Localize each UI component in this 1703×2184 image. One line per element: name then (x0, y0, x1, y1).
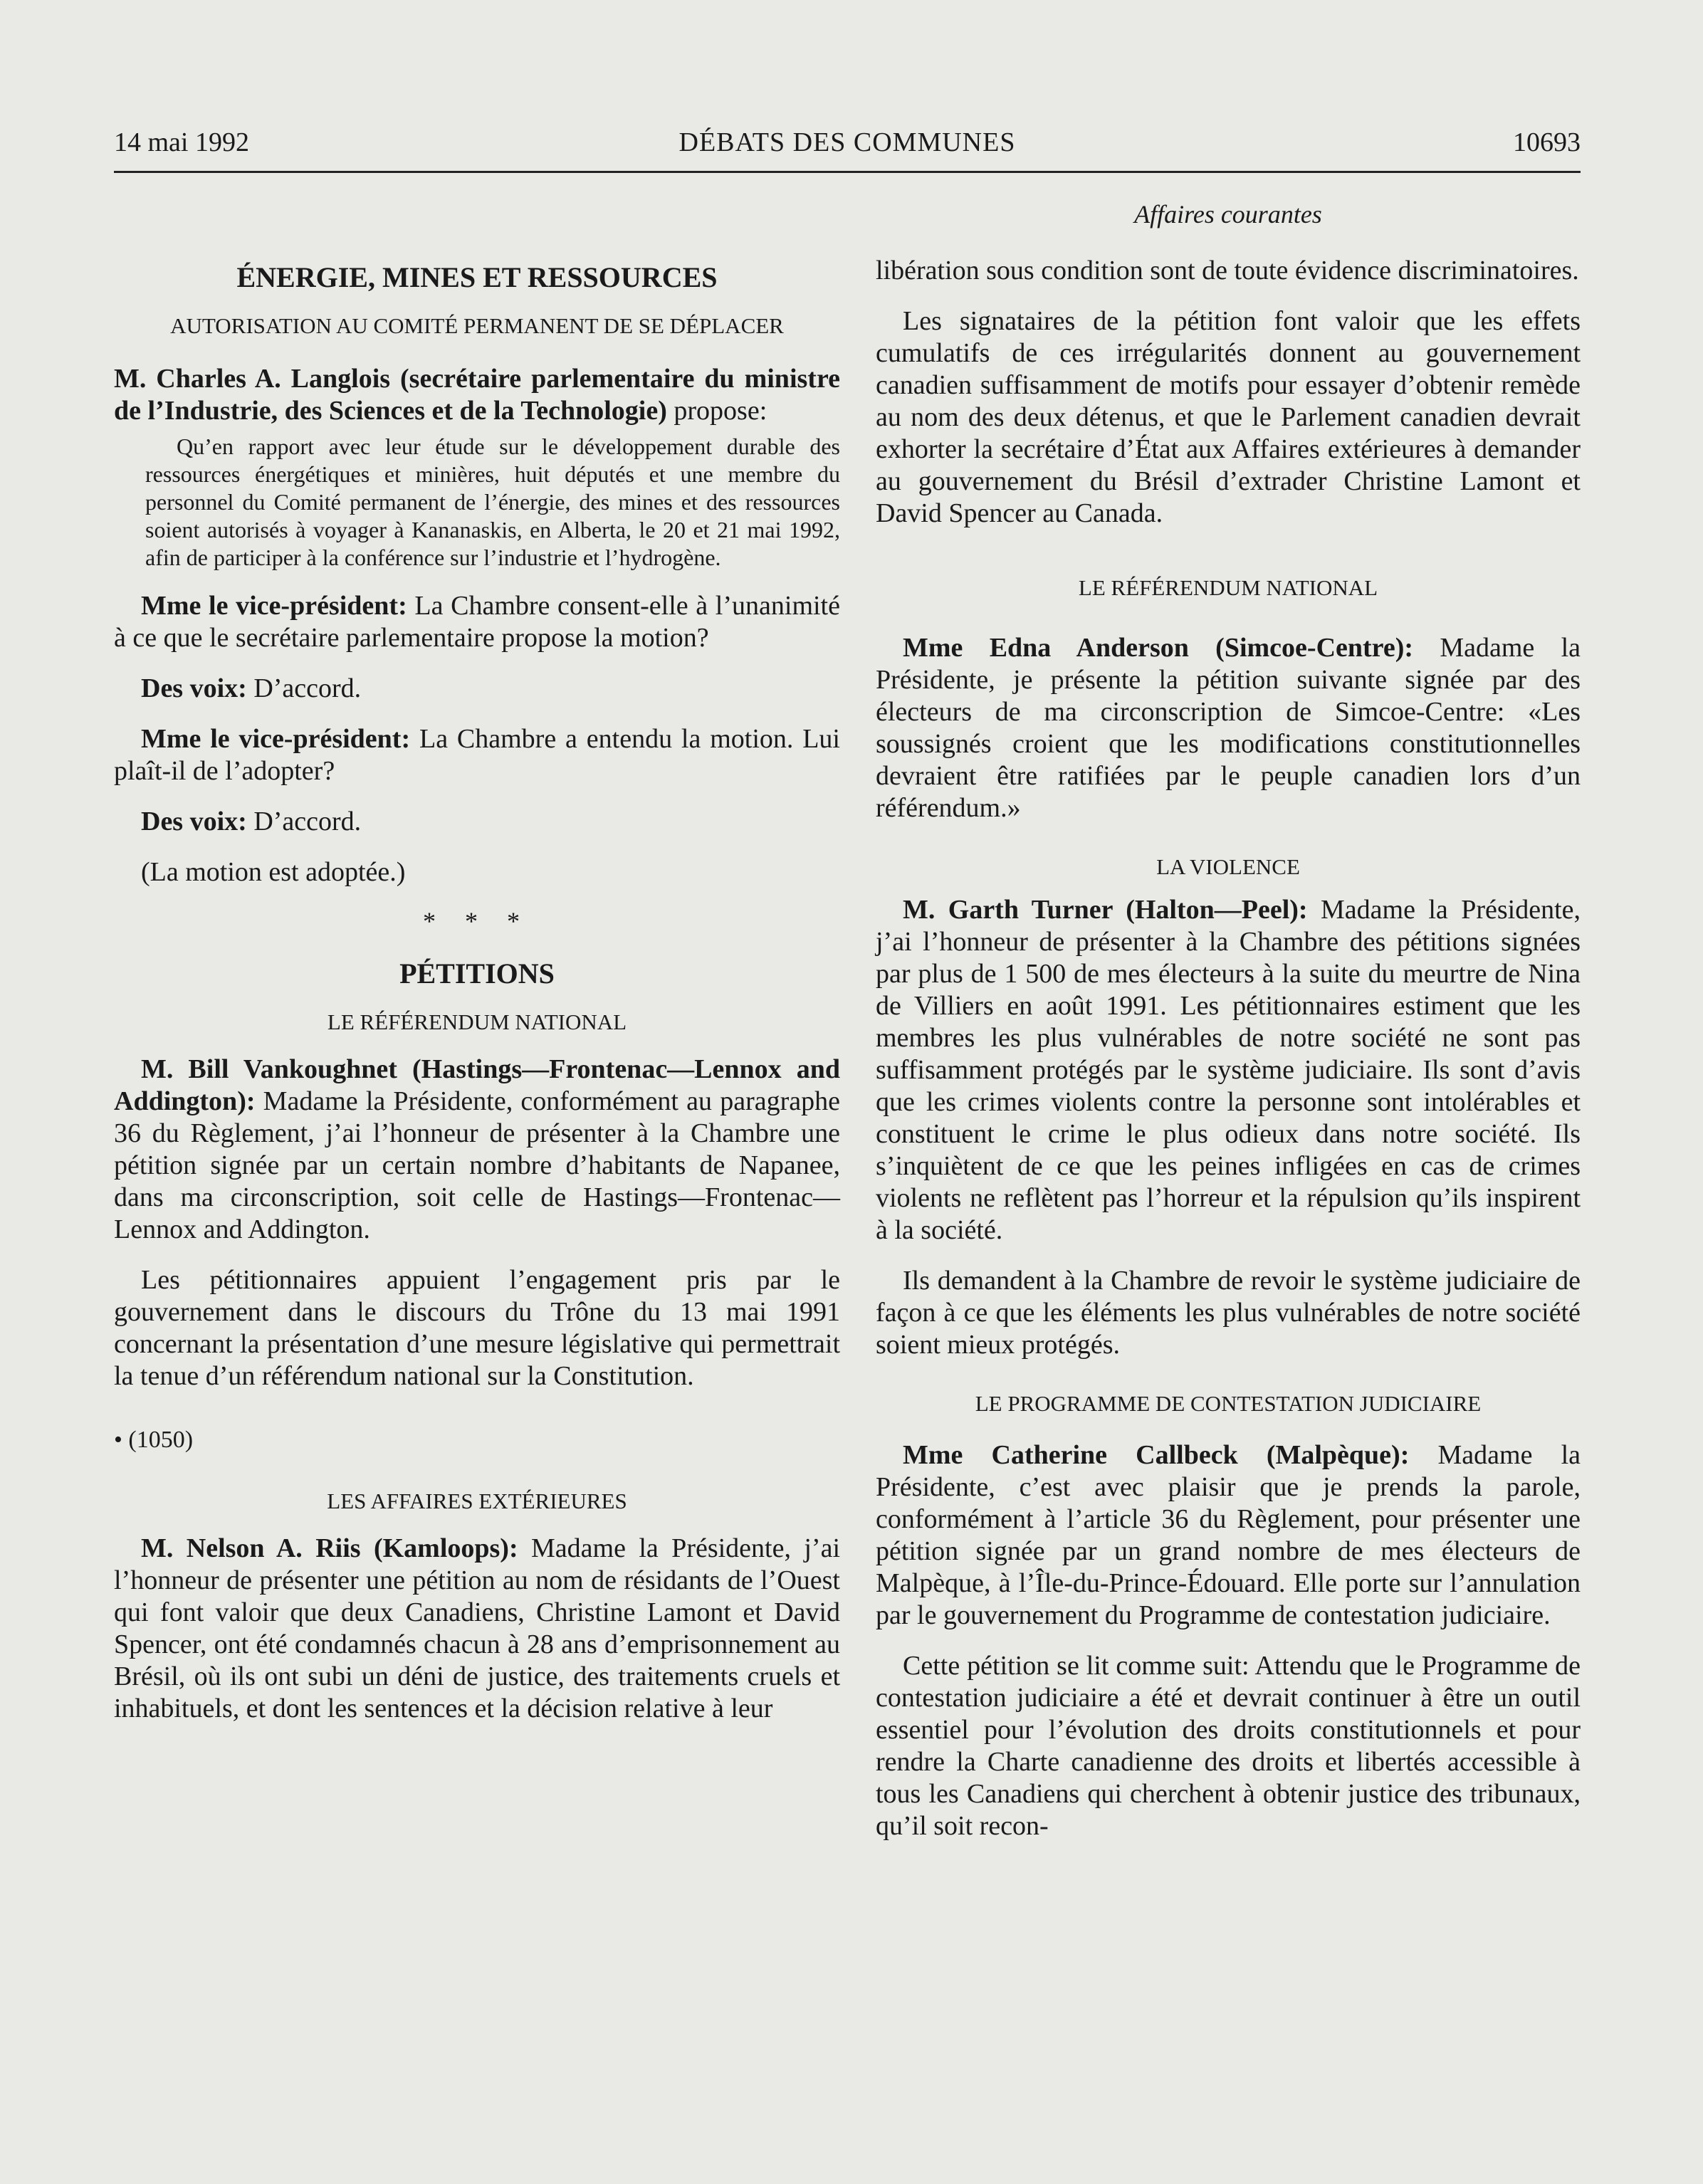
langlois-intervention (114, 363, 840, 427)
riis-continuation: libération sous condition sont de toute évidence discriminatoires. (876, 256, 1579, 285)
vp1-intervention (114, 590, 840, 654)
anderson-text: Madame la Présidente, je présente la pétition suivante signée par des électeurs de ma circonscription de Simcoe-Centre: «Les soussignés croient que les modifications constitutionnelles devraient être ratifiées par le peuple canadien lors d’un référendum.» (876, 633, 1581, 823)
section-heading-energy: ÉNERGIE, MINES ET RESSOURCES (236, 261, 718, 293)
page-header (114, 127, 1581, 173)
subheading-court-challenges: LE PROGRAMME DE CONTESTATION JUDICIAIRE (975, 1391, 1482, 1416)
riis-paragraph-2: Les signataires de la pétition font valoir que les effets cumulatifs de ces irrégularités donnent au gouvernement canadien suffisamment de motifs pour essayer d’obtenir remède au nom des deux détenus, et que le Parlement canadien devrait exhorter la secrétaire d’État aux Affaires extérieures à demander au gouvernement du Brésil d’extrader Christine Lamont et David Spencer au Canada. (876, 306, 1581, 528)
speaker-voices: Des voix: (141, 807, 247, 836)
speaker-voices: Des voix: (141, 673, 247, 703)
speaker-anderson: Mme Edna Anderson (Simcoe-Centre): (903, 633, 1414, 663)
callbeck-paragraph-2: Cette pétition se lit comme suit: Attendu que le Programme de contestation judiciaire a été et devrait continuer à être un outil essentiel pour l’évolution des droits constitutionnels et pour rendre la Charte canadienne des droits et libertés accessible à tous les Canadiens qui cherchent à obtenir justice des tribunaux, qu’il soit recon- (876, 1651, 1581, 1841)
voices1-intervention (114, 673, 840, 705)
vp1-text: La Chambre consent-elle à l’unanimité à ce que le secrétaire parlementaire propose la motion? (114, 591, 840, 653)
voices2-intervention (114, 806, 840, 838)
riis-text: Madame la Présidente, j’ai l’honneur de présenter une pétition au nom de résidants de l’Ouest qui font valoir que deux Canadiens, Christine Lamont et David Spencer, ont été condamnés chacun à 28 ans d’emprisonnement au Brésil, où ils ont subi un déni de justice, des traitements cruels et inhabituels, et dont les sentences et la décision relative à leur (114, 1533, 841, 1723)
vp2-text: La Chambre a entendu la motion. Lui plaît-il de l’adopter? (114, 724, 840, 786)
vankoughnet-text: Madame la Présidente, conformément au paragraphe 36 du Règlement, j’ai l’honneur de présenter à la Chambre une pétition signée par un certain nombre d’habitants de Napanee, dans ma circonscription, soit celle de Hastings—Frontenac—Lennox and Addington. (114, 1086, 840, 1244)
voices2-text: D’accord. (246, 807, 362, 836)
turner-intervention (876, 894, 1581, 1246)
speaker-langlois: M. Charles A. Langlois (secrétaire parlementaire du ministre de l’Industrie, des Sciences et de la Technologie) (114, 364, 840, 426)
vankoughnet-paragraph-2: Les pétitionnaires appuient l’engagement pris par le gouvernement dans le discours du Trône du 13 mai 1991 concernant la présentation d’une mesure législative qui permettrait la tenue d’un référendum national sur la Constitution. (114, 1265, 840, 1391)
subheading-national-referendum: LE RÉFÉRENDUM NATIONAL (327, 1009, 627, 1034)
header-page-number: 10693 (1513, 127, 1581, 157)
motion-adopted: (La motion est adoptée.) (141, 857, 406, 887)
header-title: DÉBATS DES COMMUNES (678, 127, 1016, 157)
running-head: Affaires courantes (1134, 200, 1322, 229)
speaker-callbeck: Mme Catherine Callbeck (Malpèque): (903, 1440, 1410, 1470)
turner-text: Madame la Présidente, j’ai l’honneur de présenter à la Chambre des pétitions signées par plus de 1 500 de mes électeurs à la suite du meurtre de Nina de Villiers en août 1991. Les pétitionnaires estiment que les membres les plus vulnérables de notre société ne sont pas suffisamment protégés par le système judiciaire. Ils sont d’avis que les crimes violents contre la personne sont intolérables et constituent le crime le plus odieux dans notre société. Ils s’inquiètent de ce que les peines infligées en cas de crimes violents ne reflètent pas l’horreur et la répulsion qu’ils inspirent à la société. (876, 895, 1581, 1245)
speaker-vice-president: Mme le vice-président: (141, 724, 411, 754)
section-heading-petitions: PÉTITIONS (399, 957, 555, 989)
motion-quote: Qu’en rapport avec leur étude sur le développement durable des ressources énergétiques et minières, huit députés et une membre du personnel du Comité permanent de l’énergie, des mines et des ressources soient autorisés à voyager à Kananaskis, en Alberta, le 20 et 21 mai 1992, afin de participer à la conférence sur l’industrie et l’hydrogène. (145, 434, 840, 570)
langlois-text: propose: (674, 396, 767, 426)
speaker-riis: M. Nelson A. Riis (Kamloops): (141, 1533, 518, 1563)
subheading-external-affairs: LES AFFAIRES EXTÉRIEURES (327, 1489, 627, 1513)
callbeck-intervention (876, 1439, 1581, 1632)
section-separator: * * * (423, 907, 531, 935)
subheading-committee-travel: AUTORISATION AU COMITÉ PERMANENT DE SE DÉPLACER (170, 313, 784, 338)
vankoughnet-intervention (114, 1054, 840, 1246)
left-column (114, 253, 840, 1725)
anderson-intervention (876, 632, 1581, 824)
callbeck-text: Madame la Présidente, c’est avec plaisir que je prends la parole, conformément à l’article 36 du Règlement, pour présenter une pétition signée par un grand nombre de mes électeurs de Malpèque, à l’Île-du-Prince-Édouard. Elle porte sur l’annulation par le gouvernement du Programme de contestation judiciaire. (876, 1440, 1581, 1630)
header-date: 14 mai 1992 (114, 127, 249, 157)
right-column (876, 255, 1581, 1842)
subheading-national-referendum-2: LE RÉFÉRENDUM NATIONAL (1078, 575, 1378, 600)
subheading-violence: LA VIOLENCE (1156, 854, 1300, 879)
speaker-vankoughnet: M. Bill Vankoughnet (Hastings—Frontenac—Lennox and Addington): (114, 1054, 840, 1116)
turner-paragraph-2: Ils demandent à la Chambre de revoir le système judiciaire de façon à ce que les éléments les plus vulnérables de notre société soient mieux protégés. (876, 1266, 1581, 1360)
time-marker: • (1050) (114, 1427, 194, 1453)
speaker-vice-president: Mme le vice-président: (141, 591, 407, 621)
voices1-text: D’accord. (246, 673, 362, 703)
riis-intervention (114, 1533, 840, 1725)
speaker-turner: M. Garth Turner (Halton—Peel): (903, 895, 1308, 925)
vp2-intervention (114, 723, 840, 787)
